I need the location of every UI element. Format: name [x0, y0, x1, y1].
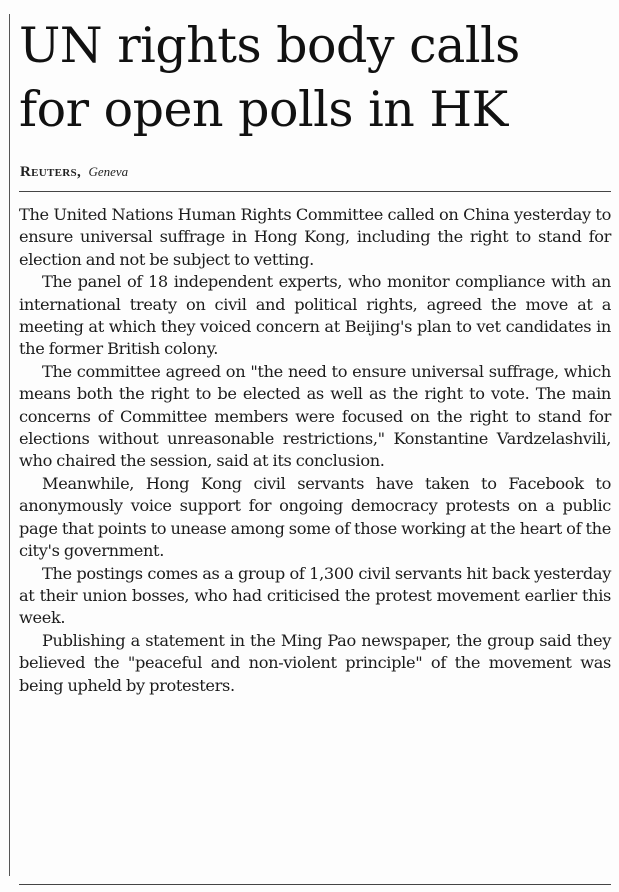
article-paragraph: Publishing a statement in the Ming Pao newspaper, the group said they believed the "peaceful and non-violent principle" of the movement was being upheld by protesters. — [19, 630, 611, 695]
byline-location: Geneva — [88, 164, 129, 179]
article-paragraph: Meanwhile, Hong Kong civil servants have taken to Facebook to anonymously voice support for ongoing democracy protests on a public page that points to unease among some of those working at the heart of the city's government. — [19, 473, 611, 561]
byline-divider — [19, 191, 611, 192]
headline — [19, 14, 614, 142]
article-body — [19, 204, 611, 697]
article-paragraph: The United Nations Human Rights Committee called on China yesterday to ensure universal suffrage in Hong Kong, including the right to stand for election and not be subject to vetting. — [19, 205, 611, 269]
headline-line-1: UN rights body calls — [19, 17, 520, 74]
left-column-rule — [9, 14, 10, 876]
article-paragraph: The postings comes as a group of 1,300 civil servants hit back yesterday at their union bosses, who had criticised the protest movement earlier this week. — [19, 563, 611, 628]
headline-line-2: for open polls in HK — [19, 81, 508, 138]
article-paragraph: The committee agreed on "the need to ensure universal suffrage, which means both the right to be elected as well as the right to vote. The main concerns of Committee members were focused on the right to stand for elections without unreasonable restrictions," Konstantine Vardzelashvili, who chaired the session, said at its conclusion. — [19, 361, 611, 471]
byline — [20, 164, 128, 181]
byline-separator: , — [76, 164, 81, 180]
bottom-divider — [19, 884, 611, 885]
article-paragraph: The panel of 18 independent experts, who monitor compliance with an international treaty on civil and political rights, agreed the move at a meeting at which they voiced concern at Beijing's plan to vet candidates in the former British colony. — [19, 272, 611, 359]
byline-agency: Reuters — [20, 164, 77, 180]
